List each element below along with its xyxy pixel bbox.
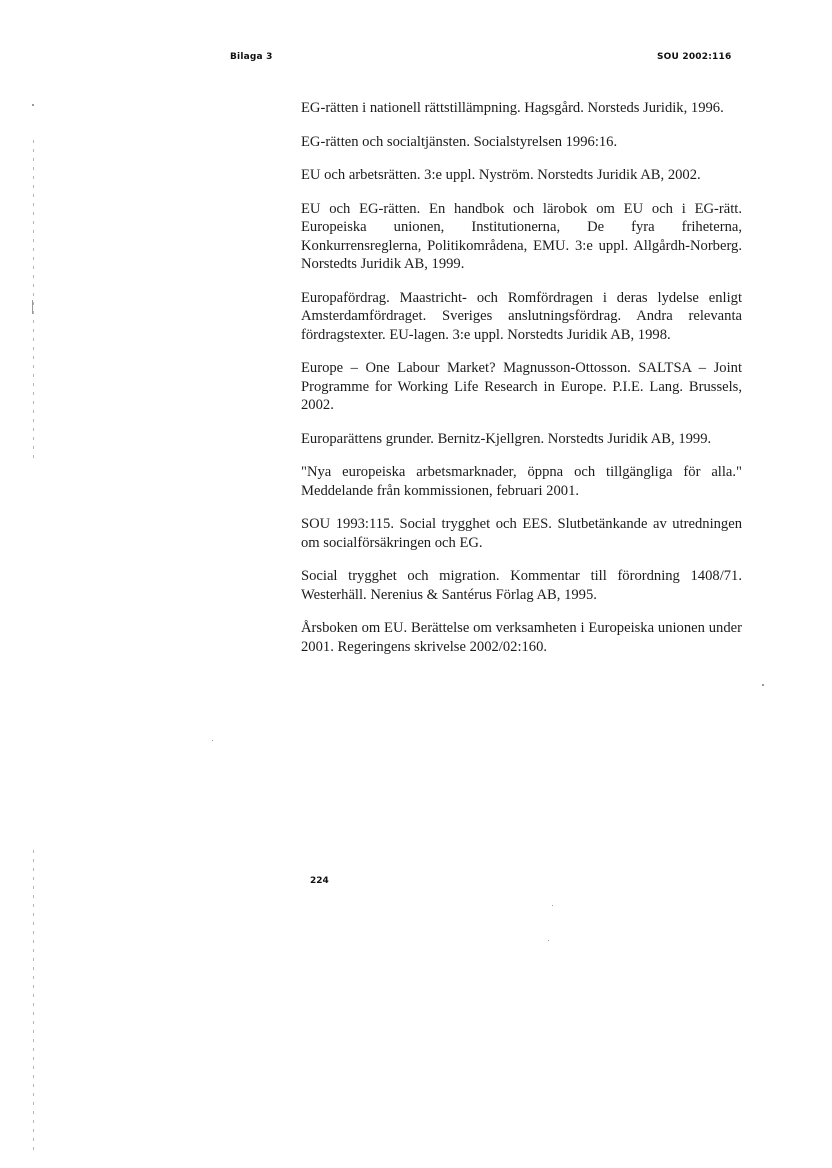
scan-speck: [212, 740, 213, 741]
reference-item: Europarättens grunder. Bernitz-Kjellgren. Norstedts Juridik AB, 1999.: [301, 430, 712, 447]
report-id: SOU 2002:116: [657, 52, 732, 62]
scan-speck: [32, 300, 33, 314]
scan-speck: [762, 684, 764, 686]
reference-item: "Nya europeiska arbetsmarknader, öppna och tillgängliga för alla." Meddelande från kommissionen, februari 2001.: [301, 464, 742, 499]
scan-margin-mark: [33, 850, 34, 1150]
reference-item: EG-rätten och socialtjänsten. Socialstyrelsen 1996:16.: [301, 133, 618, 150]
reference-item: EU och EG-rätten. En handbok och lärobok om EU och i EG-rätt. Europeiska unionen, Institutionerna, De fyra friheterna, Konkurrensreglerna, Politikområdena, EMU. 3:e uppl. Allgårdh-Norberg. Norstedts Juridik AB, 1999.: [301, 200, 742, 272]
reference-list: [301, 99, 742, 671]
reference-item: SOU 1993:115. Social trygghet och EES. Slutbetänkande av utredningen om socialförsäkringen och EG.: [301, 516, 742, 551]
scan-speck: [32, 104, 34, 106]
scan-margin-mark: [33, 140, 34, 460]
reference-item: EG-rätten i nationell rättstillämpning. Hagsgård. Norsteds Juridik, 1996.: [301, 100, 724, 116]
reference-item: Europe – One Labour Market? Magnusson-Ottosson. SALTSA – Joint Programme for Working Life Research in Europe. P.I.E. Lang. Brussels, 2002.: [301, 360, 742, 413]
scan-speck: [552, 905, 553, 906]
scan-speck: [548, 940, 549, 941]
reference-item: Social trygghet och migration. Kommentar till förordning 1408/71. Westerhäll. Nerenius & Santérus Förlag AB, 1995.: [301, 568, 742, 603]
reference-item: Årsboken om EU. Berättelse om verksamheten i Europeiska unionen under 2001. Regeringens skrivelse 2002/02:160.: [301, 620, 742, 655]
reference-item: Europafördrag. Maastricht- och Romfördragen i deras lydelse enligt Amsterdamfördraget. Sveriges anslutningsfördrag. Andra relevanta fördragstexter. EU-lagen. 3:e uppl. Norstedts Juridik AB, 1998.: [301, 289, 742, 343]
appendix-label: Bilaga 3: [230, 52, 273, 62]
reference-item: EU och arbetsrätten. 3:e uppl. Nyström. Norstedts Juridik AB, 2002.: [301, 167, 701, 183]
page-number: 224: [310, 876, 329, 886]
